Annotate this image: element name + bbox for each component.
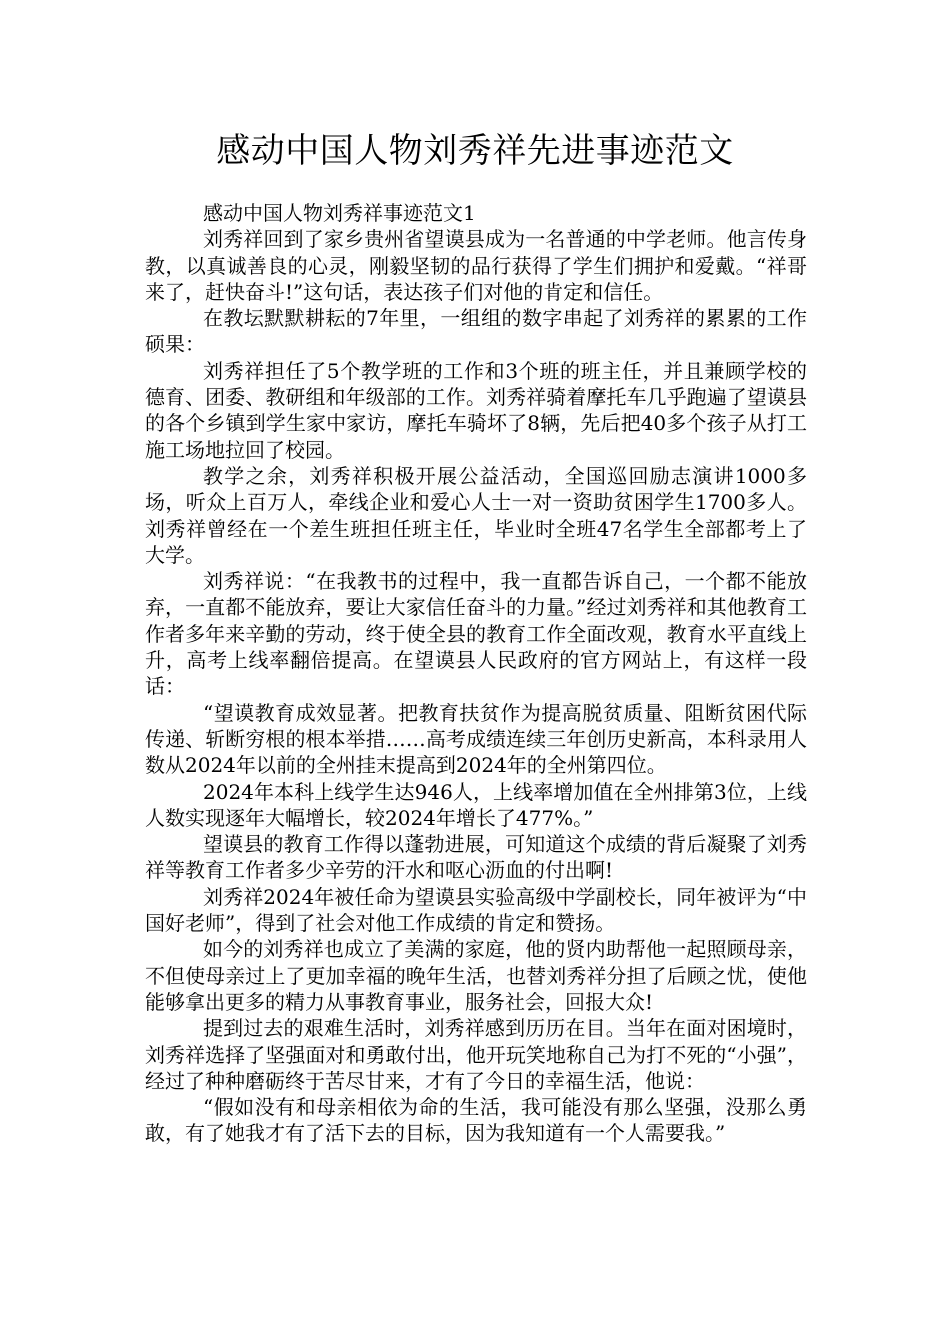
body-paragraph: 刘秀祥担任了5个教学班的工作和3个班的班主任，并且兼顾学校的德育、团委、教研组和年级部的工作。刘秀祥骑着摩托车几乎跑遍了望谟县的各个乡镇到学生家中家访，摩托车骑坏了8辆，先后把40多个孩子从打工施工场地拉回了校园。	[145, 358, 807, 462]
quote-paragraph: “假如没有和母亲相依为命的生活，我可能没有那么坚强，没那么勇敢，有了她我才有了活下去的目标，因为我知道有一个人需要我。”	[145, 1095, 807, 1146]
subtitle-paragraph: 感动中国人物刘秀祥事迹范文1	[203, 201, 476, 225]
quote-paragraph: 2024年本科上线学生达946人，上线率增加值在全州排第3位，上线人数实现逐年大幅增长，较2024年增长了477%。”	[145, 779, 807, 830]
body-paragraph: 教学之余，刘秀祥积极开展公益活动，全国巡回励志演讲1000多场，听众上百万人，牵线企业和爱心人士一对一资助贫困学生1700多人。刘秀祥曾经在一个差生班担任班主任，毕业时全班47名学生全部都考上了大学。	[145, 463, 807, 567]
document-body	[145, 200, 807, 1147]
body-paragraph: 如今的刘秀祥也成立了美满的家庭，他的贤内助帮他一起照顾母亲，不但使母亲过上了更加幸福的晚年生活，也替刘秀祥分担了后顾之忧，使他能够拿出更多的精力从事教育事业，服务社会，回报大众!	[145, 937, 807, 1014]
body-paragraph: 刘秀祥回到了家乡贵州省望谟县成为一名普通的中学老师。他言传身教，以真诚善良的心灵，刚毅坚韧的品行获得了学生们拥护和爱戴。“祥哥来了，赶快奋斗!”这句话，表达孩子们对他的肯定和信任。	[145, 227, 807, 304]
document-title: 感动中国人物刘秀祥先进事迹范文	[216, 131, 734, 171]
body-paragraph: 提到过去的艰难生活时，刘秀祥感到历历在目。当年在面对困境时，刘秀祥选择了坚强面对和勇敢付出，他开玩笑地称自己为打不死的“小强”，经过了种种磨砺终于苦尽甘来，才有了今日的幸福生活，他说：	[145, 1016, 807, 1093]
body-paragraph: 刘秀祥2024年被任命为望谟县实验高级中学副校长，同年被评为“中国好老师”，得到了社会对他工作成绩的肯定和赞扬。	[145, 884, 807, 936]
quote-paragraph: “望谟教育成效显著。把教育扶贫作为提高脱贫质量、阻断贫困代际传递、斩断穷根的根本举措……高考成绩连续三年创历史新高，本科录用人数从2024年以前的全州挂末提高到2024年的全州第四位。	[145, 700, 807, 778]
body-paragraph: 刘秀祥说：“在我教书的过程中，我一直都告诉自己，一个都不能放弃，一直都不能放弃，要让大家信任奋斗的力量。”经过刘秀祥和其他教育工作者多年来辛勤的劳动，终于使全县的教育工作全面改观，教育水平直线上升，高考上线率翻倍提高。在望谟县人民政府的官方网站上，有这样一段话：	[145, 569, 807, 699]
body-paragraph: 望谟县的教育工作得以蓬勃进展，可知道这个成绩的背后凝聚了刘秀祥等教育工作者多少辛劳的汗水和呕心沥血的付出啊!	[145, 832, 807, 883]
body-paragraph: 在教坛默默耕耘的7年里，一组组的数字串起了刘秀祥的累累的工作硕果：	[145, 306, 807, 357]
